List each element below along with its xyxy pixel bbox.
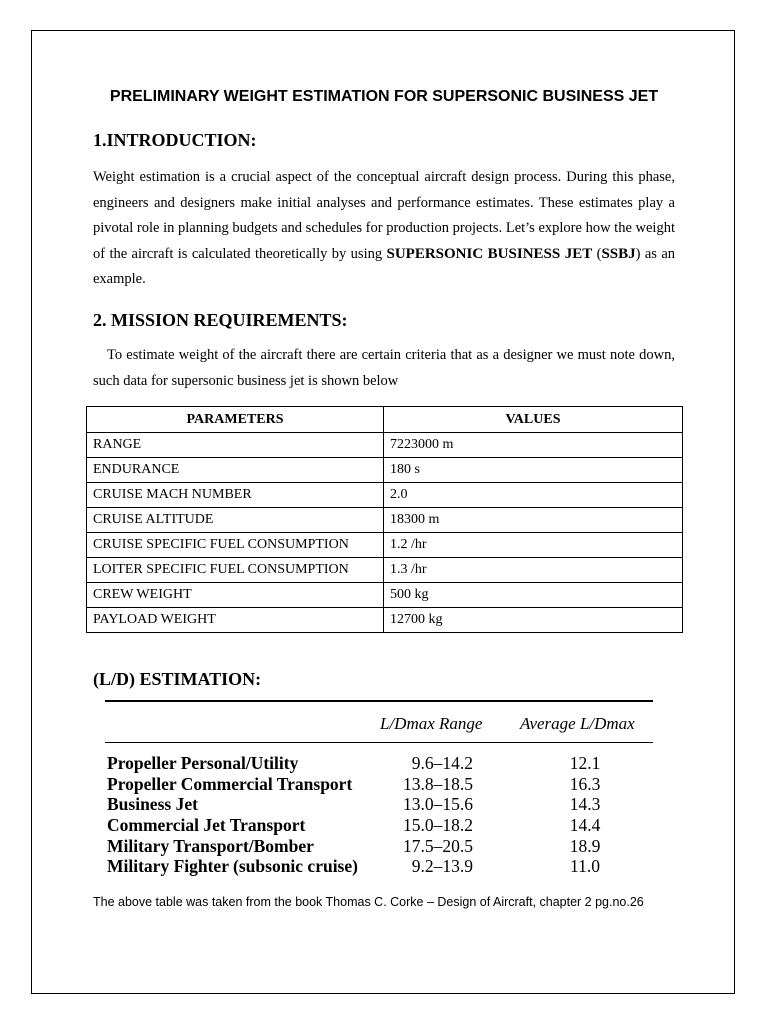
ld-aircraft-type: Propeller Personal/Utility — [107, 753, 299, 773]
table-cell-parameter: CREW WEIGHT — [87, 583, 384, 608]
intro-bold-ssbj-full: SUPERSONIC BUSINESS JET — [386, 245, 593, 262]
table-header-row — [87, 407, 683, 433]
intro-heading: 1.INTRODUCTION: — [93, 130, 257, 150]
ld-range: 17.5–20.5 — [403, 835, 473, 856]
ld-average: 12.1 — [569, 753, 601, 773]
table-cell-parameter: RANGE — [87, 433, 384, 458]
table-row — [87, 458, 683, 483]
table-cell-parameter: ENDURANCE — [87, 458, 384, 483]
table-cell-value: 12700 kg — [384, 608, 683, 633]
table-header-values: VALUES — [384, 407, 683, 433]
document-title: PRELIMINARY WEIGHT ESTIMATION FOR SUPERSONIC BUSINESS JET — [109, 88, 659, 105]
table-cell-value: 500 kg — [384, 583, 683, 608]
table-cell-parameter: CRUISE SPECIFIC FUEL CONSUMPTION — [87, 533, 384, 558]
table-cell-value: 1.3 /hr — [384, 558, 683, 583]
table-cell-parameter: CRUISE ALTITUDE — [87, 508, 384, 533]
ld-row — [105, 774, 653, 795]
ld-row — [105, 856, 653, 877]
ld-row — [105, 815, 653, 836]
ld-row — [105, 753, 653, 774]
ld-table — [105, 700, 653, 877]
ld-row — [105, 794, 653, 815]
table-header-parameters: PARAMETERS — [87, 407, 384, 433]
intro-text-before: Weight estimation is a crucial aspect of the conceptual aircraft design process. During this phase, engineers and designers make initial analyses and performance estimates. These estimates play a pivotal role in planning budgets and schedules for production projects. Let’s explore how the weight of the aircraft is calculated theoretically by using — [93, 169, 675, 262]
table-cell-value: 1.2 /hr — [384, 533, 683, 558]
table-cell-parameter: CRUISE MACH NUMBER — [87, 483, 384, 508]
mission-heading: 2. MISSION REQUIREMENTS: — [93, 310, 348, 330]
ld-aircraft-type: Military Fighter (subsonic cruise) — [107, 856, 358, 877]
table-cell-parameter: LOITER SPECIFIC FUEL CONSUMPTION — [87, 558, 384, 583]
ld-average: 16.3 — [569, 773, 601, 794]
table-row — [87, 558, 683, 583]
table-cell-value: 18300 m — [384, 508, 683, 533]
table-row — [87, 608, 683, 633]
ld-header-average: Average L/Dmax — [520, 714, 635, 733]
ld-average: 14.3 — [569, 794, 601, 815]
intro-paragraph — [93, 165, 675, 293]
intro-text-mid: ( — [592, 245, 602, 262]
ld-range: 9.2–13.9 — [411, 856, 473, 877]
ld-range: 15.0–18.2 — [403, 815, 473, 836]
ld-table-caption: The above table was taken from the book Thomas C. Corke – Design of Aircraft, chapter 2 pg.no.26 — [93, 895, 644, 909]
table-row — [87, 533, 683, 558]
table-row — [87, 433, 683, 458]
table-row — [87, 583, 683, 608]
ld-range: 13.0–15.6 — [403, 794, 473, 815]
ld-heading: (L/D) ESTIMATION: — [93, 669, 262, 689]
ld-average: 11.0 — [570, 856, 600, 877]
table-row — [87, 483, 683, 508]
ld-aircraft-type: Propeller Commercial Transport — [107, 773, 353, 794]
table-cell-parameter: PAYLOAD WEIGHT — [87, 608, 384, 633]
ld-average: 18.9 — [569, 835, 601, 856]
table-row — [87, 508, 683, 533]
ld-range: 9.6–14.2 — [411, 753, 473, 773]
table-cell-value: 2.0 — [384, 483, 683, 508]
ld-average: 14.4 — [569, 815, 601, 836]
intro-text-after: ) as an example. — [93, 245, 676, 287]
intro-bold-ssbj: SSBJ — [601, 245, 636, 262]
ld-aircraft-type: Business Jet — [107, 794, 198, 815]
ld-aircraft-type: Military Transport/Bomber — [107, 835, 314, 856]
ld-header-range: L/Dmax Range — [380, 714, 483, 733]
ld-header-row — [105, 702, 653, 742]
parameters-table — [86, 406, 683, 633]
table-cell-value: 7223000 m — [384, 433, 683, 458]
ld-range: 13.8–18.5 — [403, 773, 473, 794]
table-cell-value: 180 s — [384, 458, 683, 483]
ld-row — [105, 836, 653, 857]
ld-header-rule — [105, 742, 653, 743]
ld-aircraft-type: Commercial Jet Transport — [107, 815, 306, 836]
mission-paragraph: To estimate weight of the aircraft there are certain criteria that as a designer we must note down, such data for supersonic business jet is shown below — [93, 347, 675, 389]
